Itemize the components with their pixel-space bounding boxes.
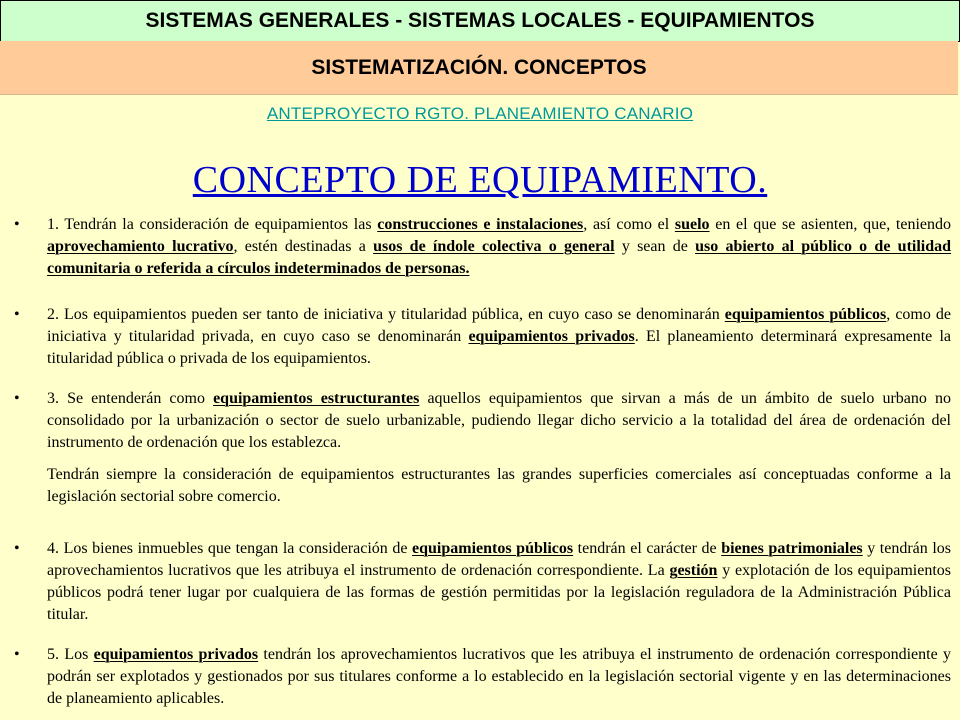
term-estructurantes: equipamientos estructurantes xyxy=(213,390,420,407)
term-equipamientos-publicos: equipamientos públicos xyxy=(724,306,887,323)
header-banner-systems: SISTEMAS GENERALES - SISTEMAS LOCALES - EQUIPAMIENTOS xyxy=(0,0,960,42)
term-aprovechamiento: aprovechamiento lucrativo xyxy=(47,238,234,255)
term-equipamientos-privados: equipamientos privados xyxy=(93,646,259,663)
term-uso-abierto: uso abierto al público o de utilidad comunitaria o referida a círculos indeterminados de personas. xyxy=(47,238,952,277)
term-suelo: suelo xyxy=(674,216,710,233)
term-bienes-patrimoniales: bienes patrimoniales xyxy=(721,540,863,557)
bullet-icon: • xyxy=(14,216,20,233)
bullet-icon: • xyxy=(14,390,20,407)
bullet-icon: • xyxy=(14,646,20,663)
header-banner-concepts: SISTEMATIZACIÓN. CONCEPTOS xyxy=(0,41,958,95)
term-equipamientos-privados: equipamientos privados xyxy=(468,328,635,345)
document-subtitle-link[interactable]: ANTEPROYECTO RGTO. PLANEAMIENTO CANARIO xyxy=(266,104,694,123)
bullet-icon: • xyxy=(14,306,20,323)
bullet-icon: • xyxy=(14,540,20,557)
term-usos-colectiva: usos de índole colectiva o general xyxy=(373,238,615,255)
item-5-text: 5. Los equipamientos privados tendrán los aprovechamientos lucrativos que les atribuya el instrumento de ordenación correspondiente y podrán ser explotados y gestionados por sus titulares conforme a lo establecido en la legislación sectorial vigente y en las determinaciones de planeamiento aplicables. xyxy=(47,646,952,707)
term-gestion: gestión xyxy=(669,562,718,579)
item-3-text: 3. Se entenderán como equipamientos estructurantes aquellos equipamientos que sirvan a más de un ámbito de suelo urbano no consolidado por la urbanización o sector de suelo urbanizable, pudiendo llegar dicho servicio a la totalidad del área de ordenación del instrumento de ordenación que los establezca. xyxy=(47,390,951,451)
item-1-text: 1. Tendrán la consideración de equipamientos las construcciones e instalaciones, así como el suelo en el que se asienten, que, teniendo aprovechamiento lucrativo, estén destinadas a usos de índole colectiva o general y sean de uso abierto al público o de utilidad comunitaria o referida a círculos indeterminados de personas. xyxy=(47,216,952,277)
item-3-continuation: Tendrán siempre la consideración de equipamientos estructurantes las grandes superficies comerciales así conceptuadas conforme a la legislación sectorial sobre comercio. xyxy=(47,466,951,505)
page-title: CONCEPTO DE EQUIPAMIENTO. xyxy=(192,159,768,201)
term-equipamientos-publicos: equipamientos públicos xyxy=(412,540,574,557)
item-2-text: 2. Los equipamientos pueden ser tanto de iniciativa y titularidad pública, en cuyo caso se denominarán equipamientos públicos, como de iniciativa y titularidad privada, en cuyo caso se denominarán equipamientos privados. El planeamiento determinará expresamente la titularidad pública o privada de los equipamientos. xyxy=(47,306,952,367)
term-construcciones: construcciones e instalaciones xyxy=(377,216,584,233)
item-4-text: 4. Los bienes inmuebles que tengan la consideración de equipamientos públicos tendrán el carácter de bienes patrimoniales y tendrán los aprovechamientos lucrativos que les atribuya el instrumento de ordenación correspondiente. La gestión y explotación de los equipamientos públicos podrá tener lugar por cualquiera de las formas de gestión permitidas por la legislación reguladora de la Administración Pública titular. xyxy=(47,540,952,623)
